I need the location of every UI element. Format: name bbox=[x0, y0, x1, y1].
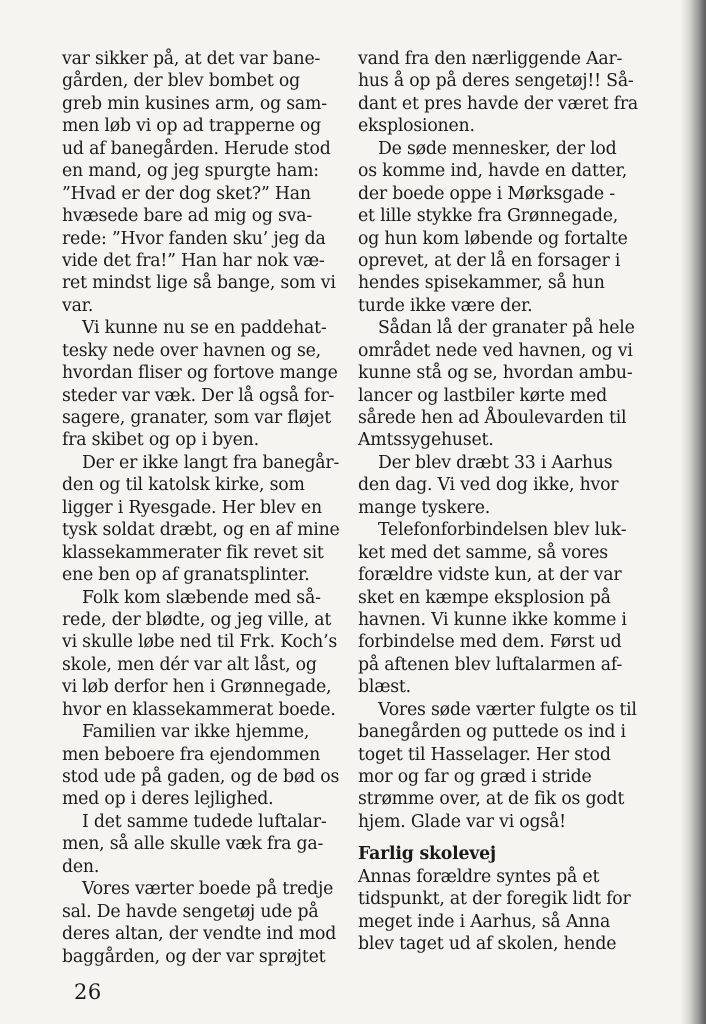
text-line: mor og far og græd i stride bbox=[358, 767, 592, 787]
text-line: meget inde i Aarhus, så Anna bbox=[358, 911, 611, 932]
text-line: rede: ”Hvor fanden sku’ jeg da bbox=[62, 228, 326, 249]
text-line: ”Hvad er der dog sket?” Han bbox=[62, 183, 311, 204]
text-line: Der blev dræbt 33 i Aarhus bbox=[378, 452, 613, 473]
text-line: sagere, granater, som var fløjet bbox=[62, 408, 331, 428]
text-line: sal. De havde sengetøj ude på bbox=[62, 901, 319, 922]
text-line: ud af banegården. Herude stod bbox=[62, 138, 331, 159]
text-line: forældre vidste kun, at der var bbox=[358, 565, 622, 586]
text-line: klassekammerater fik revet sit bbox=[62, 542, 324, 563]
text-line: Vores værter boede på tredje bbox=[82, 879, 334, 900]
text-line: De søde mennesker, der lod bbox=[378, 138, 617, 159]
text-line: os komme ind, havde en datter, bbox=[358, 161, 628, 182]
text-line: eksplosionen. bbox=[358, 116, 475, 137]
text-line: den. bbox=[62, 856, 100, 877]
text-line: ket med det samme, så vores bbox=[358, 542, 608, 563]
text-line: den dag. Vi ved dog ikke, hvor bbox=[358, 475, 619, 496]
text-line: sårede hen ad Åboulevarden til bbox=[358, 408, 627, 428]
text-line: den og til katolsk kirke, som bbox=[62, 475, 305, 496]
text-line: Der er ikke langt fra banegår- bbox=[82, 452, 340, 473]
text-line: men, så alle skulle væk fra ga- bbox=[62, 834, 324, 855]
text-line: steder var væk. Der lå også for- bbox=[62, 385, 335, 406]
text-line: hvor en klassekammerat boede. bbox=[62, 699, 336, 720]
right-text-column bbox=[358, 48, 658, 956]
text-line: forbindelse med dem. Først ud bbox=[358, 632, 622, 653]
text-line: var sikker på, at det var bane- bbox=[62, 49, 321, 69]
text-line: vand fra den nærliggende Aar- bbox=[358, 49, 623, 69]
text-line: hus å op på deres sengetøj!! Så- bbox=[358, 71, 634, 92]
text-line: I det samme tudede luftalar- bbox=[82, 811, 327, 832]
text-line: tidspunkt, at der foregik lidt for bbox=[358, 889, 631, 910]
text-line: vi løb derfor hen i Grønnegade, bbox=[62, 677, 332, 698]
text-line: gården, der blev bombet og bbox=[62, 71, 300, 92]
text-line: greb min kusines arm, og sam- bbox=[62, 93, 327, 114]
text-line: en mand, og jeg spurgte ham: bbox=[62, 161, 319, 182]
text-line: ret mindst lige så bange, som vi bbox=[62, 273, 336, 294]
text-line: stod ude på gaden, og de bød os bbox=[62, 767, 340, 787]
text-line: der boede oppe i Mørksgade - bbox=[358, 183, 615, 204]
text-line: tesky nede over havnen og se, bbox=[62, 340, 321, 361]
section-body bbox=[358, 866, 658, 956]
text-line: var. bbox=[62, 295, 94, 316]
text-line: vide det fra!” Han har nok væ- bbox=[62, 250, 325, 271]
text-line: blev taget ud af skolen, hende bbox=[358, 934, 617, 955]
text-line: deres altan, der vendte ind mod bbox=[62, 924, 337, 945]
text-line: vi skulle løbe ned til Frk. Koch’s bbox=[62, 632, 338, 653]
text-line: hjem. Glade var vi også! bbox=[358, 811, 566, 832]
text-line: dant et pres havde der været fra bbox=[358, 93, 639, 114]
text-line: med op i deres lejlighed. bbox=[62, 789, 274, 810]
text-line: toget til Hasselager. Her stod bbox=[358, 744, 611, 765]
text-line: Folk kom slæbende med så- bbox=[82, 587, 321, 608]
text-line: tysk soldat dræbt, og en af mine bbox=[62, 520, 340, 541]
text-line: ene ben op af granatsplinter. bbox=[62, 565, 310, 586]
text-line: mange tyskere. bbox=[358, 497, 491, 518]
text-line: på aftenen blev luftalarmen af- bbox=[358, 654, 623, 675]
text-line: havnen. Vi kunne ikke komme i bbox=[358, 609, 627, 630]
page-edge-shadow bbox=[680, 0, 706, 1024]
text-line: hvæsede bare ad mig og sva- bbox=[62, 206, 313, 227]
text-line: skole, men dér var alt låst, og bbox=[62, 654, 317, 675]
section-heading: Farlig skolevej bbox=[358, 844, 496, 865]
text-line: Vores søde værter fulgte os til bbox=[378, 699, 637, 720]
text-line: Sådan lå der granater på hele bbox=[378, 318, 635, 339]
text-line: banegården og puttede os ind i bbox=[358, 722, 626, 743]
text-line: Amtssygehuset. bbox=[358, 430, 494, 451]
text-line: et lille stykke fra Grønnegade, bbox=[358, 206, 619, 227]
text-line: blæst. bbox=[358, 677, 411, 698]
text-line: oprevet, at der lå en forsager i bbox=[358, 250, 621, 271]
text-line: hendes spisekammer, så hun bbox=[358, 273, 605, 294]
text-line: men løb vi op ad trapperne og bbox=[62, 116, 321, 137]
text-line: rede, der blødte, og jeg ville, at bbox=[62, 609, 332, 630]
text-line: Familien var ikke hjemme, bbox=[82, 722, 310, 743]
text-line: lancer og lastbiler kørte med bbox=[358, 385, 607, 406]
text-line: og hun kom løbende og fortalte bbox=[358, 228, 628, 249]
text-line: turde ikke være der. bbox=[358, 295, 533, 316]
text-line: området nede ved havnen, og vi bbox=[358, 340, 633, 361]
text-line: Annas forældre syntes på et bbox=[358, 866, 600, 887]
right-column-body bbox=[358, 48, 658, 833]
left-text-column bbox=[62, 48, 340, 968]
text-line: ligger i Ryesgade. Her blev en bbox=[62, 497, 322, 518]
text-line: baggården, og der var sprøjtet bbox=[62, 946, 326, 967]
page-number: 26 bbox=[74, 980, 102, 1004]
text-line: fra skibet og op i byen. bbox=[62, 430, 259, 451]
text-line: men beboere fra ejendommen bbox=[62, 744, 320, 765]
text-line: kunne stå og se, hvordan ambu- bbox=[358, 363, 633, 384]
text-line: hvordan fliser og fortove mange bbox=[62, 363, 338, 384]
text-line: strømme over, at de fik os godt bbox=[358, 789, 625, 810]
text-line: Telefonforbindelsen blev luk- bbox=[378, 520, 627, 541]
text-line: sket en kæmpe eksplosion på bbox=[358, 587, 611, 608]
text-line: Vi kunne nu se en paddehat- bbox=[82, 318, 327, 339]
